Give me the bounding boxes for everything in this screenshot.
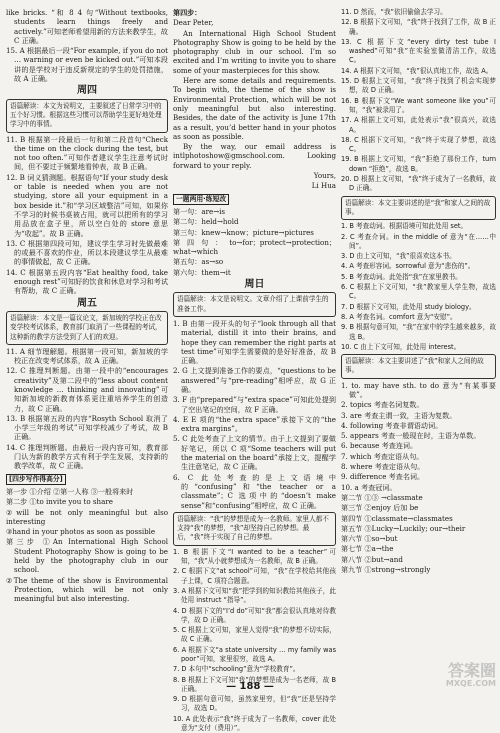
answer-text: 10. a 考查冠词。 — [341, 482, 397, 492]
answer-text: 18. C 根据下文可知，“我”终于实现了梦想，故选 C。 — [341, 135, 496, 154]
answer-text: 2. C 考查介词。in the middle of 意为“在……中间”。 — [341, 232, 496, 250]
writing-step: ②will be not only meaningful but also interesting — [6, 507, 168, 526]
answer-text: 1. B 由第一段开头的句子“look through all that material, distill it into their brains, and hope they can remember the right parts at test time”可知学生需要做的是好好准备，故 B 正确。 — [173, 318, 336, 366]
answer-text: 3. are 考查主谓一致，主语为复数。 — [341, 410, 457, 420]
answer-text: 1. B 考查动词。根据语境可知此处用 set。 — [341, 222, 468, 231]
answer-text: 3. A 根据下文可知“我”把学到的知识教给其他孩子，此处用 instruct “指导”。 — [173, 586, 336, 605]
passage-note-box: 语篇解读：本文主要讲述了“我”和家人之间的故事。 — [341, 354, 496, 379]
letter-signature: Li Hua — [311, 181, 336, 191]
correction-line: 第六节 ①so→but — [341, 534, 398, 544]
correction-line: 第四句：to→for；protect→protection；what→which — [173, 237, 336, 257]
correction-line: 第六句：them→it — [173, 267, 231, 277]
answer-text: 1. to. may have sth. to do 意为“有某事要做”。 — [341, 380, 496, 399]
letter-body: By the way, our email address is intlphotoshow@gmschool.com. Looking forward to your reply. — [173, 142, 336, 170]
answer-text: 7. which 考查定语从句。 — [341, 451, 424, 461]
passage-note-box: 语篇解读：本文为说明文，主要叙述了日常学习中的五个好习惯。根据这些习惯可以帮助学生更好地处理学习中的事情。 — [6, 99, 168, 133]
writing-step: ③hand in your photos as soon as possible — [6, 527, 156, 537]
correction-line: 第二句：held→hold — [173, 217, 239, 227]
passage-note-box: 语篇解读：本文是一篇议论文，新加坡的学校正在改变学校考试体系，教育部门取消了一些课程的考试，这种新的教学方法受到了人们的欢迎。 — [6, 311, 168, 345]
writing-step: 第四步： — [173, 8, 202, 17]
answer-text: 6. because 考查连词。 — [341, 441, 418, 451]
answer-text: 6. A 根据下文“a state university … my family was poor”可知，家里很穷，故选 A。 — [173, 645, 336, 663]
correction-line: 第五句：as→so — [173, 257, 224, 267]
correction-line: 第九节 ①strong→strongly — [341, 565, 431, 575]
answer-text: 10. C 由上下文可知，此处用 interest。 — [341, 342, 461, 351]
answer-text: 5. C 根据上文可知，家里人觉得“我”的梦想不切实际，故 C 正确。 — [173, 626, 336, 644]
answer-text: 4. A 考查形容词。sorrowful 意为“悲伤的”。 — [341, 262, 475, 271]
answer-text: 11. D 然而，“我”依旧偷偷去学习。 — [341, 8, 447, 16]
answer-text: 9. B 根据句意可知，“我”在家中的学生越来越多，故选 B。 — [341, 323, 496, 341]
writing-step: 第一步 ①介绍 ②第一人称 ③一般将来时 — [6, 486, 134, 496]
letter-body: Here are some details and requirements. To begin with, the theme of the show is Environmental Protection, which will be not only meaningful but also interesting. Besides, the date of the activity is June 17th as a result, you’d better hand in your photos as soon as possible. — [173, 76, 336, 141]
answer-text: 14. A 根据下文可知，“我”很认真地工作，故选 A。 — [341, 66, 493, 75]
answer-text: 13. C 根据第四段可知，建议学生学习时先做最难的或最不喜欢的作业，所以本段建议学生从最难的事情做起，故 C 正确。 — [6, 238, 168, 267]
writing-step: ②The theme of the show is Environmental Protection, which will be not only meaningful but also interesting. — [6, 575, 168, 604]
answer-text: 6. C 此处考查的是上文语境中的“confusing”和“the teacher or a classmate”；C 选项中的“doesn’t make sense”和“confusing”相呼应，故 C 正确。 — [173, 472, 336, 510]
answer-text: 7. D 根据下文可知，此处用 study biology。 — [341, 302, 476, 311]
answer-text: 15. D 根据上文可知，“我”终于找到了机会实现梦想，故 D 正确。 — [341, 77, 496, 95]
letter-greeting: Dear Peter, — [173, 18, 214, 28]
section-heading: 周四 — [77, 85, 97, 97]
answer-text: like bricks. “和 8 4 句“Without textbooks, students learn things freely and actively.”可知老师希望用新的方法来教学生，故 C 正确。 — [6, 8, 168, 45]
answer-text: 16. B 根据下文“We want someone like you”可知，“我”被录用了。 — [341, 96, 496, 114]
answer-text: 12. C 推理判断题。由第一段中的“encourages creativity”及第二段中的“less about content knowledge … thinking and innovating”可知新加坡的新教育体系更注重培养学生的创造力，故 C 正确。 — [6, 366, 168, 413]
passage-note-box: 语篇解读：本文主要讲述的是“我”和家人之间的故事。 — [341, 196, 496, 221]
answer-text: 14. C 推理判断题。由最后一段内容可知，教育部门认为新的教学方式有利于学生发展，支持新的教学改革，故 C 正确。 — [6, 442, 168, 471]
column-right — [341, 8, 496, 672]
watermark-logo — [412, 662, 496, 696]
answer-text: 19. B 根据上文可知，“我”拒绝了那份工作，turn down “拒绝”，故选 B。 — [341, 155, 496, 173]
writing-step: 第二步 ①to invite you to share — [6, 497, 113, 507]
answer-text: 14. C 根据第五段内容“Eat healthy food, take enough rest”可知好的饮食和休息对学习和考试有帮助，故 C 正确。 — [6, 267, 168, 296]
section-heading: 周五 — [77, 297, 97, 309]
answer-text: 11. A 细节理解题。根据第一段可知，新加坡的学校正在改变考试体系，故 A 正确。 — [6, 346, 168, 366]
answer-text: 13. B 根据第五段的内容“Rosyth School 取消了小学三年级的考试”可知学校减少了考试，故 B 正确。 — [6, 413, 168, 442]
answer-text: 8. A 考查名词。comfort 意为“安慰”。 — [341, 312, 457, 321]
watermark-text: 答案圈 — [447, 661, 496, 680]
answer-text: 12. B 根据下文可知，“我”终于找到了工作，故 B 正确。 — [341, 18, 496, 36]
correction-line: 第三节 ②enjoy 后加 be — [341, 503, 419, 513]
answer-text: 5. B 考查动词。此处指“我”在家里教书。 — [341, 272, 462, 281]
correction-line: 第三句：knew→know；picture→pictures — [173, 227, 314, 237]
answer-text: 6. C 根据上下文可知，“我”教家里人学生物，故选 C。 — [341, 283, 496, 301]
answer-text: 17. A 根据上文可知，此处表示“我”很高兴，故选 A。 — [341, 116, 496, 134]
answer-text: 9. difference 考查名词。 — [341, 472, 425, 482]
answer-text: 5. appears 考查一般现在时，主语为单数。 — [341, 431, 481, 441]
correction-line: 第五节 ③Lucky→Luckily; our→their — [341, 523, 466, 533]
correction-line: 第八节 ②but→and — [341, 554, 403, 564]
answer-text: 13. C 根据下文“every dirty test tube I washed”可知“我”在实验室做清洁工作，故选 C。 — [341, 37, 496, 65]
answer-text: 15. A 根据最后一段“For example, if you do not … warning or even be kicked out.”可知本段讲的是学校对于违反新规定的学生的处罚措施，故 A 正确。 — [6, 46, 168, 84]
answer-text: 5. C 此处考查了上文的情节。由于上文提到了要做好笔记，所以 C 项“Some teachers will put the material on the board”承接上文，提醒学生注意笔记，故 C 正确。 — [173, 434, 336, 472]
correction-section-tag: 一题两用·练短改 — [173, 194, 229, 205]
letter-closing: Yours, — [313, 171, 336, 181]
correction-line: 第一句：are→is — [173, 206, 226, 216]
answer-text: 7. D 本句中“schooling”意为“学校教育”。 — [173, 665, 300, 674]
answer-text: 11. B 根据第一段最后一句和第二段首句“Check the time on the clock during the test, but not too often.”可知作者建议学生注意考试时间，但不要过于频繁地看钟表，故 B 正确。 — [6, 134, 168, 172]
answer-text: 12. B 词义猜测题。根据语句“If your study desk or table is needed when you are not studying, store all your equipment in a box beside it.”和“学习区域整洁”可知，如果你不学习的时候书桌被占用，就可以把所有的学习用品放在盒子里，所以空白处的 store 意思为“收起”。故 B 正确。 — [6, 172, 168, 238]
passage-note-box: 语篇解读：“我”的梦想是成为一名教师。家里人都不支持“我”的梦想，“我”却坚持自己的梦想。最后，“我”终于实现了自己的梦想。 — [173, 512, 336, 546]
correction-line: 第二节 ①③ →classmate — [341, 492, 423, 502]
answer-text: 10. A 此处表示“我”终于成为了一名教师，cover 此处意为“支付（费用）”。 — [173, 714, 336, 733]
page-number: — 188 — — [226, 681, 274, 692]
answer-text: 8. where 考查定语从句。 — [341, 462, 425, 472]
answer-text: 20. D 根据上文可知，“我”终于成为了一名教师，故 D 正确。 — [341, 175, 496, 193]
letter-body: An International High School Student Photography Show is going to be held by the photography club in our school. I’m so excited and I’m writing to invite you to share some of your masterpieces for this show. — [173, 28, 336, 75]
answer-text: 2. C 根据下文“at school”可知，“我”在学校给其他孩子上课，C 项符合题意。 — [173, 567, 336, 585]
answer-text: 1. B 根据下文“I wanted to be a teacher”可知，“我”从小就梦想成为一名教师，故 B 正确。 — [173, 547, 336, 566]
answer-text: 3. D 由上文可知，“我”很喜欢这本书。 — [341, 252, 456, 261]
writing-step: 第三步 ①An International High School Student Photography Show is going to be held by the photography club in our school. — [6, 537, 168, 575]
passage-note-box: 语篇解读：本文是说明文。文章介绍了上课前学生的准备工作。 — [173, 292, 336, 317]
answer-text: 3. F 由“prepared”与“extra space”可知此处提到了空出笔记的空间，故 F 正确。 — [173, 395, 336, 414]
answer-text: 4. D 根据下文的“I’d do”可知“我”都会很认真地对待教学，故 D 正确。 — [173, 606, 336, 624]
watermark-url: MXQE.COM — [445, 679, 496, 688]
answer-text: 4. E E 项的“the extra space”承接下文的“the extra margins”。 — [173, 414, 336, 434]
answer-text: 9. D 根据句意可知，虽然家里穷，但“我”还是坚持学习，故选 D。 — [173, 695, 336, 713]
correction-line: 第七节 ②a→the — [341, 544, 394, 554]
answer-text: 4. following 考查非谓语动词。 — [341, 420, 443, 430]
section-heading: 周日 — [244, 279, 265, 291]
writing-section-tag: [四步写作得高分] — [6, 474, 66, 485]
answer-text: 2. topics 考查名词复数。 — [341, 400, 424, 410]
answer-text: 2. G 上文提到准备工作的要点，“questions to be answered”与“pre-reading”相呼应，故 G 正确。 — [173, 366, 336, 394]
correction-line: 第四节 ①classmate→classmates — [341, 513, 453, 523]
answer-text: 8. B 根据上下文可知“我”的梦想是成为一名老师，故 B 正确。 — [173, 675, 336, 693]
column-left — [6, 8, 168, 672]
